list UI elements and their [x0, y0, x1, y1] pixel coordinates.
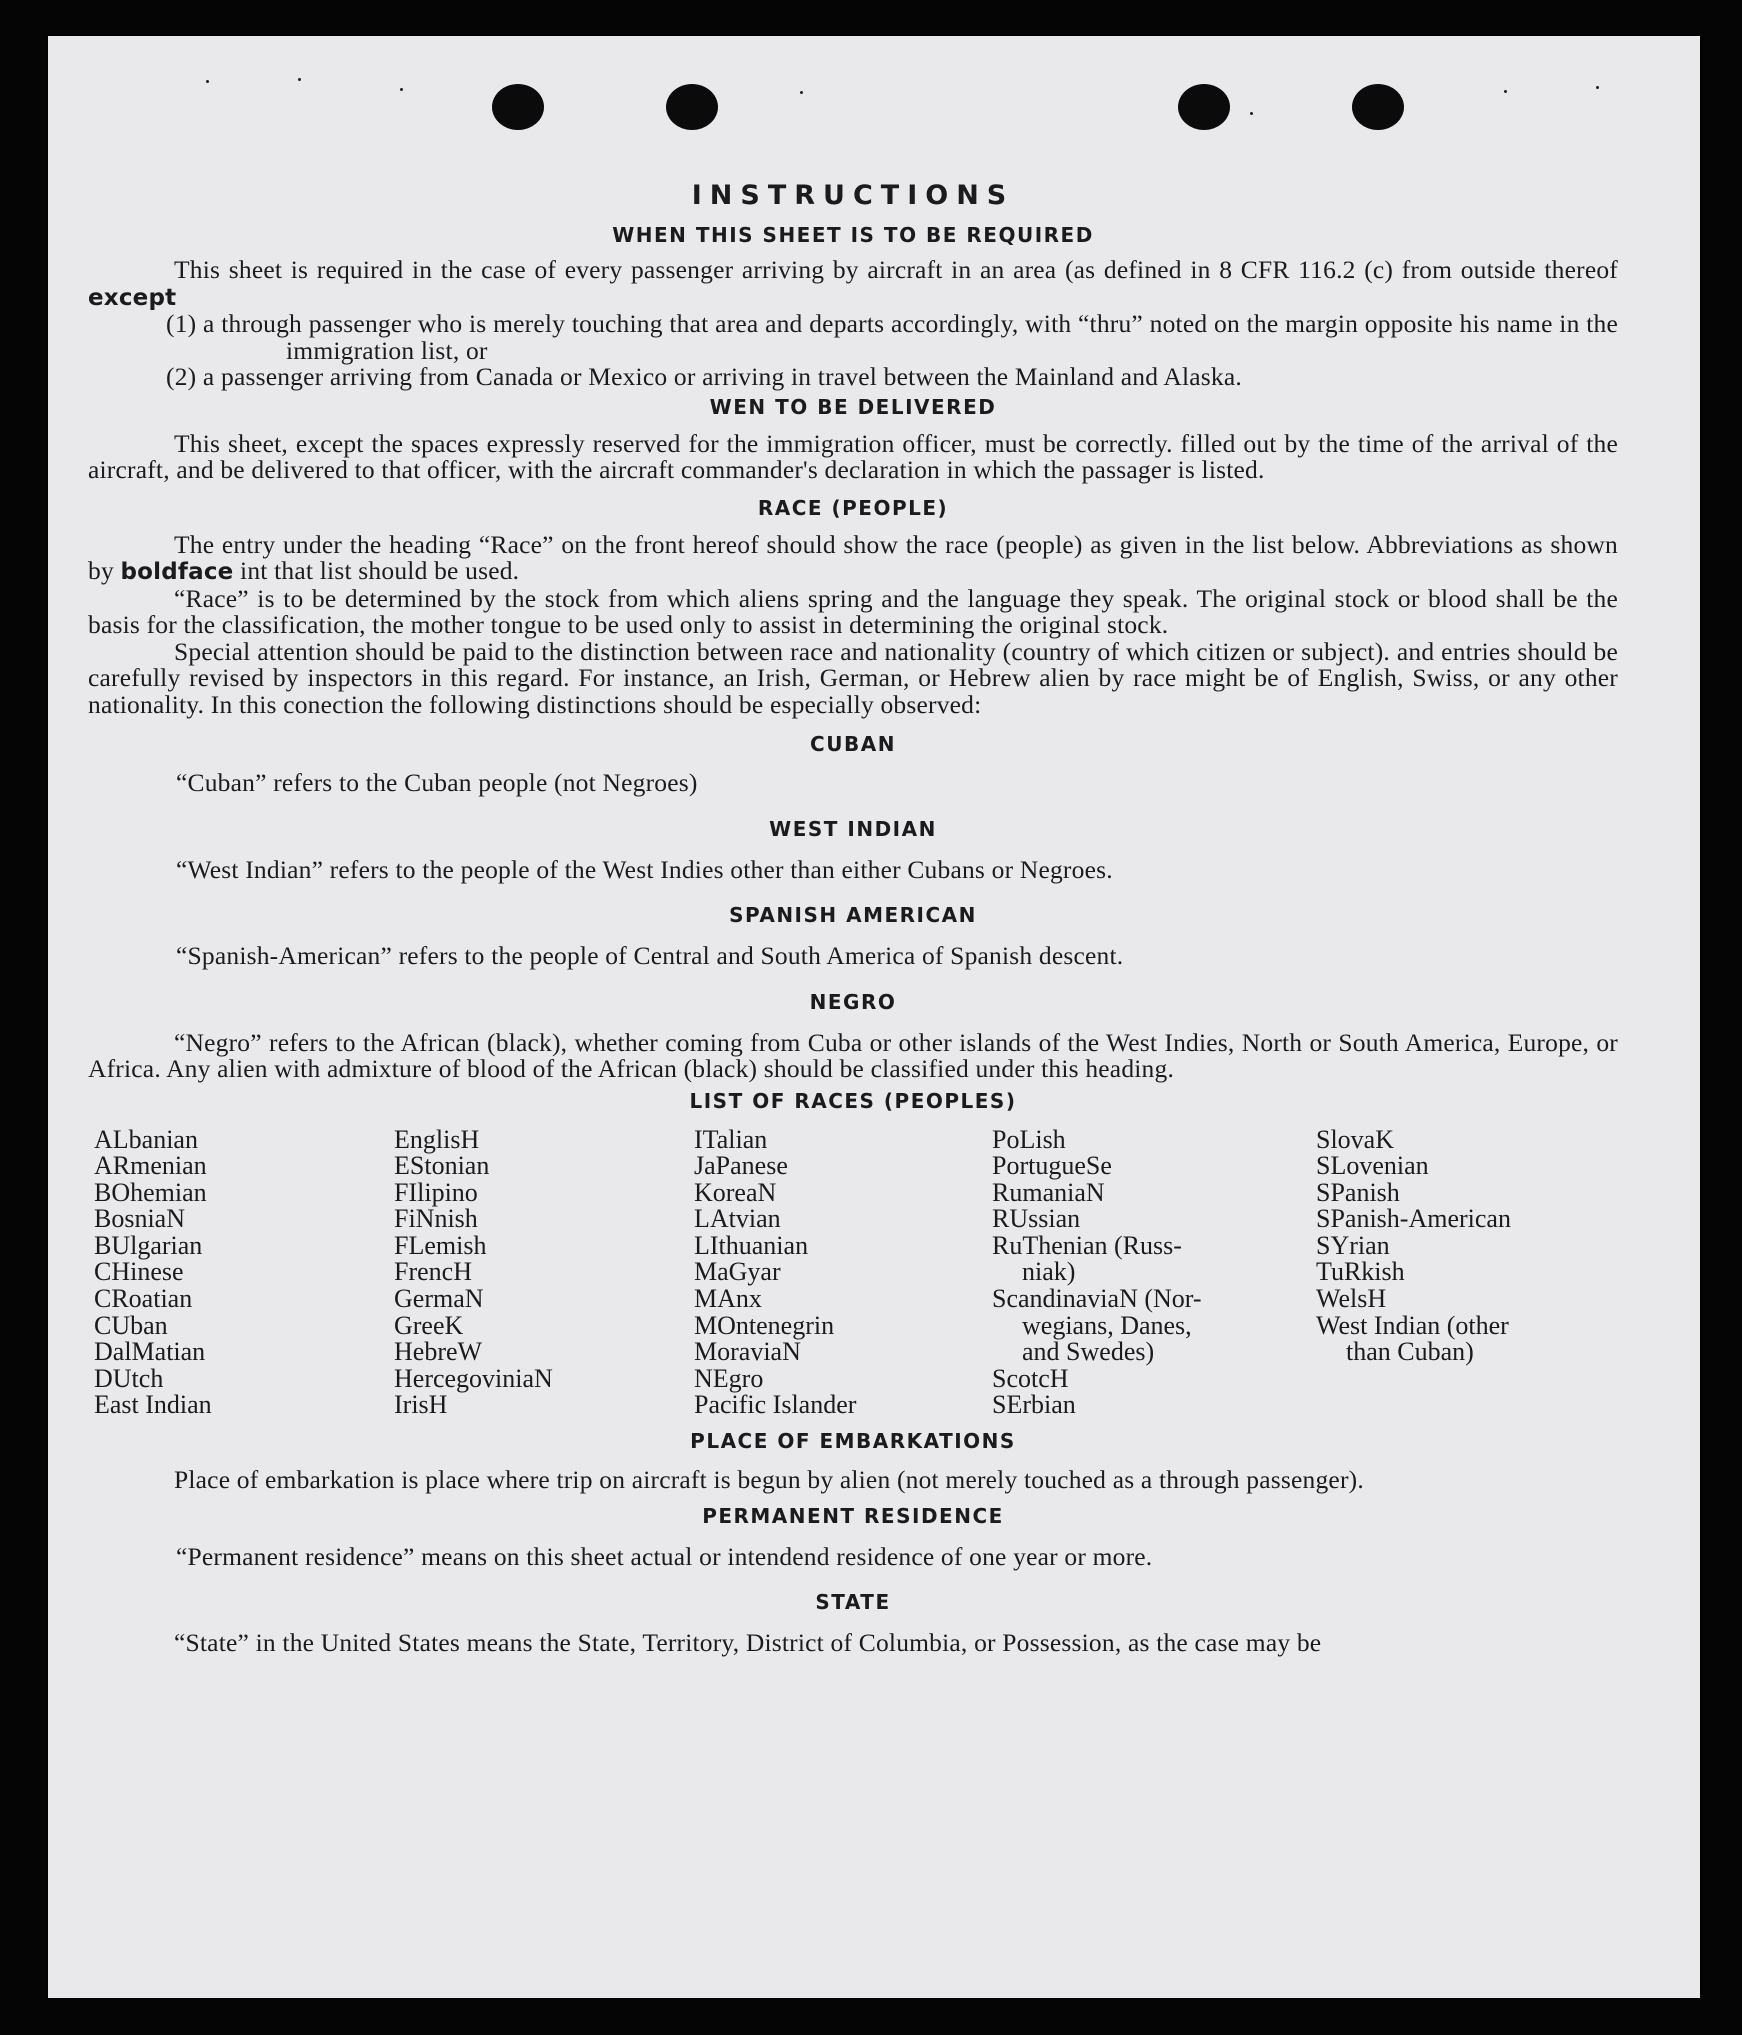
race-item: DUtch [94, 1363, 164, 1393]
speck [1250, 112, 1253, 115]
speck [400, 88, 403, 91]
race-item: IrisH [394, 1390, 448, 1420]
paragraph-residence: “Permanent residence” means on this sheet actual or intendend residence of one year or more. [176, 1541, 1153, 1571]
paragraph-race-3: Special attention should be paid to the distinction between race and nationality (country of which citizen or subject). and entries should be carefully revised by inspectors in this regard. For instance, an Irish, German, or Hebrew alien by race might be of English, Swiss, or any other nationality. In this conection the following distinctions should be especially observed: [88, 636, 1618, 719]
except-emphasis: except [88, 284, 177, 311]
race-item: ALbanian [94, 1124, 198, 1154]
race-item: EStonian [394, 1151, 490, 1181]
race-item: CHinese [94, 1257, 184, 1287]
race-column-1 [94, 1124, 394, 1420]
race-item: MAnx [694, 1284, 762, 1314]
race-item: TuRkish [1316, 1257, 1405, 1287]
instructions-content [88, 179, 1618, 1657]
punch-hole [492, 84, 544, 130]
race-item: LIthuanian [694, 1230, 809, 1260]
paragraph-required-text: This sheet is required in the case of every passenger arriving by aircraft in an area (as defined in 8 CFR 116.2 (c) from outside thereof [174, 255, 1618, 284]
speck [206, 80, 209, 83]
race-item: PortugueSe [992, 1151, 1112, 1181]
race-item: West Indian (other [1316, 1310, 1509, 1340]
race-item: Pacific Islander [694, 1390, 857, 1420]
race-item: GermaN [394, 1284, 484, 1314]
race-item: JaPanese [694, 1151, 788, 1181]
race-item: HebreW [394, 1337, 483, 1367]
punch-hole [1352, 84, 1404, 130]
section-heading-spanish-american: SPANISH AMERICAN [729, 903, 977, 927]
paragraph-spanish-american: “Spanish-American” refers to the people of Central and South America of Spanish descent. [176, 941, 1124, 970]
race-item: GreeK [394, 1310, 464, 1340]
race-item: RUssian [992, 1204, 1081, 1234]
race-item: FiNnish [394, 1204, 478, 1234]
speck [1504, 90, 1507, 93]
speck [800, 91, 803, 94]
section-heading-when-required: WHEN THIS SHEET IS TO BE REQUIRED [612, 223, 1094, 247]
race-item: MOntenegrin [694, 1310, 835, 1340]
race-item: PoLish [992, 1124, 1066, 1154]
section-heading-state: STATE [815, 1590, 891, 1615]
race-item-continuation: and Swedes) [1022, 1337, 1155, 1367]
race-column-3 [694, 1124, 992, 1420]
race-item: SPanish-American [1316, 1204, 1511, 1234]
section-heading-race: RACE (PEOPLE) [757, 495, 949, 520]
page-title: INSTRUCTIONS [691, 180, 1015, 211]
race-item: SYrian [1316, 1230, 1390, 1260]
race-column-4 [992, 1124, 1316, 1420]
race-item: BosniaN [94, 1204, 185, 1234]
race-item: MaGyar [694, 1257, 781, 1287]
race-item: MoraviaN [694, 1337, 801, 1367]
section-heading-when-delivered: WEN TO BE DELIVERED [709, 394, 997, 419]
race-item-continuation: wegians, Danes, [1022, 1310, 1192, 1340]
section-heading-cuban: CUBAN [810, 732, 896, 756]
race-item: FLemish [394, 1230, 487, 1260]
race-item: SPanish [1316, 1177, 1400, 1207]
race-list [94, 1124, 1618, 1420]
race-item: SLovenian [1316, 1151, 1429, 1181]
paragraph-delivered: This sheet, except the spaces expressly reserved for the immigration officer, must be correctly. filled out by the time of the arrival of the aircraft, and be delivered to that officer, with the aircraft commander's declaration in which the passager is listed. [88, 428, 1618, 484]
race-item: ARmenian [94, 1151, 207, 1181]
paragraph-west-indian: “West Indian” refers to the people of the West Indies other than either Cubans or Negroes. [176, 854, 1113, 884]
paragraph-negro: “Negro” refers to the African (black), whether coming from Cuba or other islands of the West Indies, North or South America, Europe, or Africa. Any alien with admixture of blood of the African (black) should be classified under this heading. [88, 1027, 1618, 1083]
race-item-continuation: niak) [1022, 1257, 1076, 1287]
race-item: ITalian [694, 1124, 768, 1154]
document-sheet [48, 36, 1700, 1998]
paragraph-required [88, 257, 1618, 311]
section-heading-embarkation: PLACE OF EMBARKATIONS [690, 1429, 1016, 1454]
race-item: SlovaK [1316, 1124, 1394, 1154]
paragraph-state: “State” in the United States means the State, Territory, District of Columbia, or Possession, as the case may be [174, 1628, 1322, 1658]
race-item: CRoatian [94, 1284, 193, 1314]
speck [298, 78, 301, 81]
section-heading-residence: PERMANENT RESIDENCE [702, 1503, 1004, 1528]
race-item: RumaniaN [992, 1177, 1105, 1207]
race-item: ScotcH [992, 1363, 1069, 1393]
race-item: FrencH [394, 1257, 472, 1287]
race-column-5 [1316, 1124, 1616, 1420]
race-item: EnglisH [394, 1124, 480, 1154]
race-item: SErbian [992, 1390, 1076, 1420]
race-item-continuation: than Cuban) [1346, 1337, 1474, 1367]
punch-hole [666, 84, 718, 130]
section-heading-negro: NEGRO [809, 989, 897, 1014]
punch-hole [1178, 84, 1230, 130]
paragraph-race-1-tail: int that list should be used. [240, 556, 520, 585]
race-item: WelsH [1316, 1284, 1387, 1314]
list-item-1: (1) a through passenger who is merely touching that area and departs accordingly, with “thru” noted on the margin opposite his name in the immigration list, or [166, 309, 1618, 365]
race-column-2 [394, 1124, 694, 1420]
race-item: CUban [94, 1310, 168, 1340]
paragraph-cuban: “Cuban” refers to the Cuban people (not Negroes) [176, 768, 698, 797]
paragraph-race-2: “Race” is to be determined by the stock from which aliens spring and the language they speak. The original stock or blood shall be the basis for the classification, the mother tongue to be used only to assist in determining the original stock. [88, 583, 1618, 639]
race-item: East Indian [94, 1390, 212, 1420]
paragraph-race-1-text: The entry under the heading “Race” on the front hereof should show the race (people) as given in the list below. Abbreviations as shown by [88, 529, 1618, 585]
race-item: DalMatian [94, 1337, 206, 1367]
race-item: KoreaN [694, 1177, 777, 1207]
race-item: BOhemian [94, 1177, 207, 1207]
list-item-2: (2) a passenger arriving from Canada or Mexico or arriving in travel between the Mainland and Alaska. [166, 362, 1242, 391]
section-heading-race-list: LIST OF RACES (PEOPLES) [689, 1088, 1017, 1113]
race-item: LAtvian [694, 1204, 781, 1234]
race-item: HercegoviniaN [394, 1363, 553, 1393]
race-item: NEgro [694, 1363, 764, 1393]
section-heading-west-indian: WEST INDIAN [769, 816, 937, 841]
race-item: BUlgarian [94, 1230, 203, 1260]
paragraph-race-1 [88, 529, 1618, 586]
race-item: ScandinaviaN (Nor- [992, 1284, 1202, 1314]
paragraph-embarkation: Place of embarkation is place where trip on aircraft is begun by alien (not merely touched as a through passenger). [174, 1465, 1364, 1495]
race-item: RuThenian (Russ- [992, 1230, 1182, 1260]
speck [1596, 86, 1599, 89]
race-item: FIlipino [394, 1177, 478, 1207]
boldface-emphasis: boldface [120, 559, 234, 585]
